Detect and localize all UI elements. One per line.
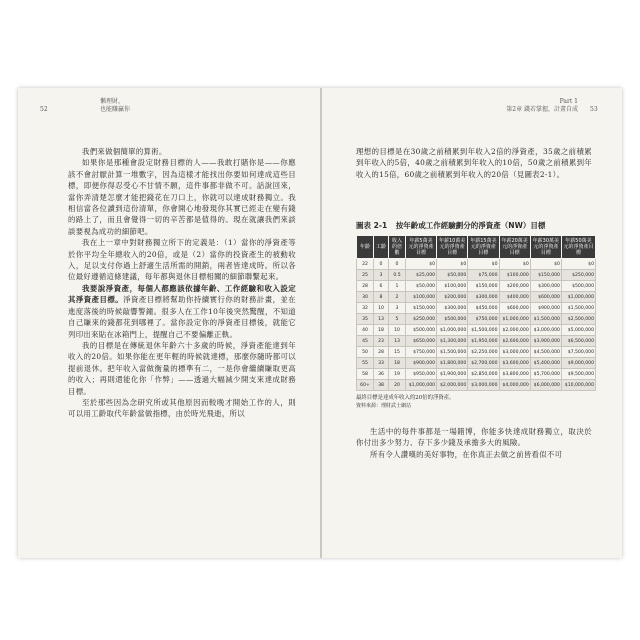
table-cell: 50	[357, 347, 374, 358]
table-cell: $3,900,000	[530, 336, 561, 347]
table-cell: 60+	[357, 380, 374, 391]
table-cell: $6,000,000	[530, 380, 561, 391]
table-cell: 0	[374, 259, 389, 270]
left-paragraph-1: 我們來做個簡單的算術。	[82, 147, 167, 156]
table-cell: $750,000	[406, 347, 437, 358]
table-row	[357, 270, 596, 281]
table-tag: 圖表 2-1	[356, 221, 388, 230]
table-cell: $3,600,000	[499, 358, 530, 369]
table-cell: $1,000,000	[437, 325, 468, 336]
table-cell: $0	[561, 259, 595, 270]
table-cell: $200,000	[437, 292, 468, 303]
table-row	[357, 380, 596, 391]
table-cell: $1,500,000	[561, 303, 595, 314]
table-row	[357, 281, 596, 292]
table-cell: $400,000	[499, 292, 530, 303]
left-paragraph-3: 我在上一章中對財務獨立所下的定義是：（1）當你的淨資產等於你平均全年總收入的20倍，或是（2）當你的投資產生的被動收入，足以支付你過上舒適生活所需的開銷，兩者皆達成時。所以各位最好遵循這條建議，每年都與退休目標相關的細節聯繫起來。	[68, 238, 296, 282]
table-cell: $1,000,000	[406, 380, 437, 391]
header-work-years: 工齡	[374, 236, 389, 259]
table-cell: $7,500,000	[561, 347, 595, 358]
table-cell: $2,850,000	[468, 369, 499, 380]
table-cell: $1,900,000	[437, 369, 468, 380]
table-cell: $750,000	[468, 314, 499, 325]
table-cell: 22	[357, 259, 374, 270]
right-top-text	[356, 146, 592, 180]
header-500k: 年薪50萬美元的淨資產目標	[561, 236, 595, 259]
table-cell: 0	[389, 259, 406, 270]
table-cell: $25,000	[406, 270, 437, 281]
table-cell: $0	[499, 259, 530, 270]
table-cell: 28	[357, 281, 374, 292]
table-cell: 1	[389, 281, 406, 292]
table-cell: $100,000	[437, 281, 468, 292]
table-cell: 30	[357, 292, 374, 303]
left-paragraph-6: 至於那些因為念研究所或其他原因而較晚才開始工作的人，則可以用工齡取代年齡當做指標，由於時光飛逝，所以	[68, 397, 296, 419]
table-cell: $1,500,000	[468, 325, 499, 336]
table-cell: 20	[389, 380, 406, 391]
table-cell: $3,000,000	[530, 325, 561, 336]
table-cell: 23	[374, 336, 389, 347]
header-age: 年齡	[357, 236, 374, 259]
table-row	[357, 358, 596, 369]
table-cell: $0	[437, 259, 468, 270]
table-cell: $250,000	[406, 314, 437, 325]
left-page	[18, 88, 318, 558]
table-cell: $300,000	[468, 292, 499, 303]
left-body-text	[68, 146, 296, 420]
header-multiple: 收入的倍數	[389, 236, 406, 259]
table-cell: 3	[389, 303, 406, 314]
table-cell: $1,000,000	[561, 292, 595, 303]
table-cell: 15	[389, 347, 406, 358]
table-cell: 10	[389, 325, 406, 336]
table-cell: 40	[357, 325, 374, 336]
table-cell: $2,250,000	[468, 347, 499, 358]
table-cell: 5	[389, 314, 406, 325]
header-200k: 年薪20萬美元的淨資產目標	[499, 236, 530, 259]
table-cell: 45	[357, 336, 374, 347]
table-cell: $50,000	[437, 270, 468, 281]
table-cell: $0	[406, 259, 437, 270]
table-cell: $150,000	[406, 303, 437, 314]
table-cell: $2,700,000	[468, 358, 499, 369]
table-cell: $100,000	[499, 270, 530, 281]
table-cell: 13	[374, 314, 389, 325]
table-cell: 36	[374, 369, 389, 380]
table-cell: 32	[357, 303, 374, 314]
table-cell: $900,000	[406, 358, 437, 369]
table-header-row	[357, 236, 596, 259]
table-cell: 0.5	[389, 270, 406, 281]
table-cell: $200,000	[499, 281, 530, 292]
left-running-head: 懶理財， 也能賺贏你	[100, 98, 131, 113]
table-cell: 35	[357, 314, 374, 325]
table-cell: $2,500,000	[561, 314, 595, 325]
table-cell: $1,950,000	[468, 336, 499, 347]
right-running-head: Part 1 第2章 錢若掌握，計畫自成	[506, 98, 578, 113]
table-cell: $1,300,000	[437, 336, 468, 347]
table-cell: 3	[374, 270, 389, 281]
table-row	[357, 314, 596, 325]
right-bottom-text	[356, 426, 592, 460]
table-row	[357, 259, 596, 270]
table-cell: $500,000	[561, 281, 595, 292]
table-cell: $50,000	[406, 281, 437, 292]
table-cell: 58	[357, 369, 374, 380]
right-page-number: 53	[590, 106, 598, 113]
table-cell: $600,000	[530, 292, 561, 303]
table-cell: $4,500,000	[530, 347, 561, 358]
table-cell: $2,000,000	[499, 325, 530, 336]
header-50k: 年薪5萬美元的淨資產目標	[406, 236, 437, 259]
left-paragraph-4-rest: 淨資產目標將幫助你持續實行你的財務計畫，並在進度落後的時候敲響警鐘。很多人在工作10年後突然驚醒，不知道自己賺來的錢都花到哪裡了。當你設定你的淨資產目標後，就能它列印出來貼在冰箱門上，提醒自己不要偏離正軌。	[68, 295, 296, 339]
table-body	[357, 259, 596, 391]
table-cell: $5,400,000	[530, 358, 561, 369]
net-worth-table	[356, 235, 596, 391]
table-cell: 28	[374, 347, 389, 358]
table-cell: $150,000	[530, 270, 561, 281]
book-spread	[18, 88, 622, 558]
table-cell: $450,000	[468, 303, 499, 314]
table-cell: $2,600,000	[499, 336, 530, 347]
header-150k: 年薪15萬美元的淨資產目標	[468, 236, 499, 259]
table-cell: $150,000	[468, 281, 499, 292]
table-cell: $1,500,000	[530, 314, 561, 325]
table-cell: $5,700,000	[530, 369, 561, 380]
right-paragraph-1: 理想的目標是在30歲之前積累到年收入2倍的淨資產，35歲之前積累到年收入的5倍，40歲之前積累到年收入的10倍，50歲之前積累到年收入的15倍，60歲之前積累到年收入的20倍（見圖表2-1）。	[356, 147, 592, 179]
table-cell: 25	[357, 270, 374, 281]
right-paragraph-3: 所有令人讚嘆的美好事物，在你真正去做之前皆看似不可	[370, 449, 563, 459]
table-cell: $5,000,000	[561, 325, 595, 336]
table-cell: $9,500,000	[561, 369, 595, 380]
table-cell: $3,000,000	[499, 347, 530, 358]
left-page-number: 52	[40, 106, 48, 113]
table-cell: $10,000,000	[561, 380, 595, 391]
right-paragraph-2: 生活中的每件事都是一場賭博，你能多快達成財務獨立，取決於你付出多少努力、存下多少錢及承擔多大的風險。	[356, 427, 592, 448]
table-row	[357, 292, 596, 303]
header-300k: 年薪30萬美元的淨資產目標	[530, 236, 561, 259]
table-cell: $3,000,000	[468, 380, 499, 391]
table-cell: $500,000	[406, 325, 437, 336]
table-cell: $950,000	[406, 369, 437, 380]
table-row	[357, 303, 596, 314]
table-cell: $650,000	[406, 336, 437, 347]
table-cell: $75,000	[468, 270, 499, 281]
table-title	[356, 220, 596, 231]
table-cell: $600,000	[499, 303, 530, 314]
header-100k: 年薪10萬美元的淨資產目標	[437, 236, 468, 259]
table-cell: $100,000	[406, 292, 437, 303]
table-cell: 33	[374, 358, 389, 369]
table-cell: $9,000,000	[561, 358, 595, 369]
table-cell: $300,000	[530, 281, 561, 292]
table-cell: 38	[374, 380, 389, 391]
table-cell: $0	[468, 259, 499, 270]
table-cell: 8	[374, 292, 389, 303]
table-cell: $300,000	[437, 303, 468, 314]
table-cell: $4,000,000	[499, 380, 530, 391]
table-row	[357, 347, 596, 358]
table-cell: $900,000	[530, 303, 561, 314]
right-page	[322, 88, 622, 558]
table-cell: 10	[374, 303, 389, 314]
left-paragraph-4-bold: 我要說淨資產，每個人都應該依據年齡、工作經驗和收入設定其淨資產目標。	[68, 283, 296, 305]
net-worth-table-block	[356, 220, 596, 410]
left-paragraph-2: 如果你是那種會設定財務目標的人——我敢打賭你是——你應該不會討厭計算一堆數字，因為這樣才能找出你要如何達成這些目標，即便你得忍受心不甘情不願，這件事都非做不可。話說回來，當你弄清楚怎麼才能把錢花在刀口上，你就可以達成財務獨立。我相信當各位讀到這份清單，你會開心地發現你其實已經走在變有錢的路上了，而且會覺得一切的辛苦都是值得的。現在就讓我們來談談要視為成功的細節吧。	[68, 158, 296, 236]
table-source: 資料來源：理財武士網站	[356, 403, 412, 409]
table-cell: 18	[374, 325, 389, 336]
table-cell: $250,000	[561, 270, 595, 281]
table-cell: $500,000	[437, 314, 468, 325]
left-paragraph-4	[68, 283, 296, 340]
table-cell: 2	[389, 292, 406, 303]
table-cell: 6	[374, 281, 389, 292]
table-row	[357, 325, 596, 336]
table-cell: $1,000,000	[499, 314, 530, 325]
table-cell: 18	[389, 358, 406, 369]
table-cell: $0	[530, 259, 561, 270]
table-row	[357, 369, 596, 380]
table-cell: $2,000,000	[437, 380, 468, 391]
table-cell: 55	[357, 358, 374, 369]
table-cell: $6,500,000	[561, 336, 595, 347]
left-paragraph-5: 我的目標是在傳統退休年齡六十多歲的時候，淨資產能達到年收入的20倍。如果你能在更年輕的時候就達標，那麼你隨時都可以提前退休。把年收入當做衡量的標準有二，一是你會繼續賺取更高的收入；再則還能化你「作弊」——透過大幅減少開支來達成財務目標。	[68, 340, 296, 396]
table-cell: $1,500,000	[437, 347, 468, 358]
table-row	[357, 336, 596, 347]
table-cell: 19	[389, 369, 406, 380]
table-cell: 13	[389, 336, 406, 347]
table-cell: $3,800,000	[499, 369, 530, 380]
table-title-text: 按年齡或工作經驗劃分的淨資產（NW）目標	[395, 221, 546, 230]
table-note: 最終目標是達成年收入的20倍的淨資產。	[356, 395, 455, 401]
table-cell: $1,800,000	[437, 358, 468, 369]
